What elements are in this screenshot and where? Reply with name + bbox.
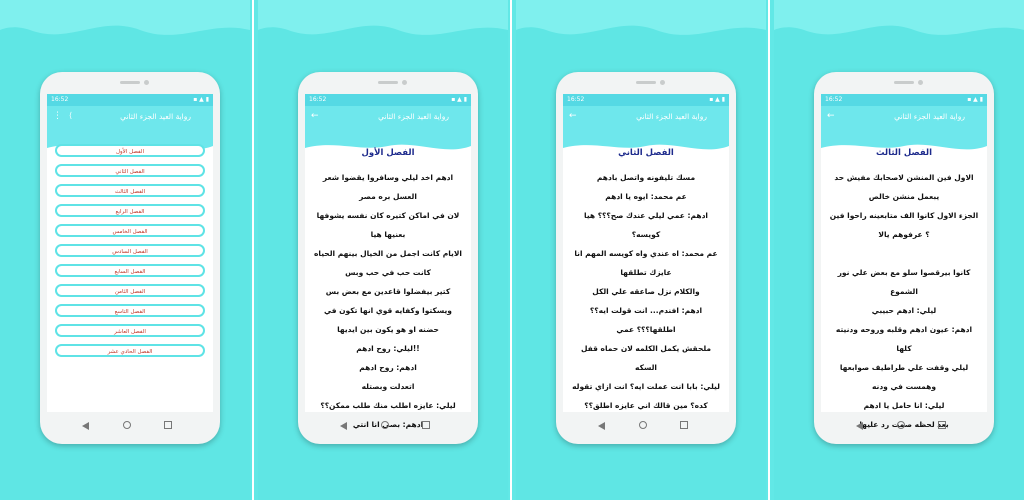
nav-recent-icon[interactable] bbox=[938, 421, 946, 429]
chapter-body: مسك تليفونه واتصل بادهم عم محمد: ايوه يا ادهم ادهم: عمي ليلي عندك صح؟؟؟ هيا كويسه؟ عم محمد: اه عندي واه كويسه المهم انا عايزك تطلقها والكلام نزل صاعقه علي الكل ادهم: افندم... انت قولت ايه؟؟ اطلقها؟؟؟ عمي ملحقش يكمل الكلمه لان حماه قفل السكه ليلي: بابا انت عملت ايه؟ انت ازاي تقوله كده؟ مين قالك اني عايزه اطلق؟؟ bbox=[572, 173, 720, 410]
chapter-button-5[interactable]: الفصل الخامس bbox=[55, 224, 205, 237]
app-bar bbox=[47, 106, 213, 140]
panel-divider bbox=[768, 0, 770, 500]
chapter-button-4[interactable]: الفصل الرابع bbox=[55, 204, 205, 217]
phone-notch bbox=[102, 78, 158, 86]
phone-frame bbox=[40, 72, 220, 444]
panel-divider bbox=[510, 0, 512, 500]
chapter-heading: الفصل الثاني bbox=[618, 148, 674, 158]
app-title: رواية العيد الجزء الثاني bbox=[636, 112, 707, 121]
chapter-content bbox=[563, 148, 729, 412]
phone-notch bbox=[876, 78, 932, 86]
promo-panel-1 bbox=[0, 0, 250, 500]
nav-home-icon[interactable] bbox=[897, 421, 905, 429]
chapter-button-1[interactable]: الفصل الأول bbox=[55, 144, 205, 157]
nav-back-icon[interactable] bbox=[598, 422, 605, 430]
phone-notch bbox=[618, 78, 674, 86]
status-bar bbox=[563, 94, 729, 106]
nav-recent-icon[interactable] bbox=[680, 421, 688, 429]
share-icon[interactable]: ⟨ bbox=[69, 111, 73, 120]
nav-back-icon[interactable] bbox=[82, 422, 89, 430]
back-arrow-icon[interactable]: ← bbox=[311, 111, 319, 121]
phone-screen bbox=[821, 94, 987, 429]
status-time: 16:52 bbox=[567, 96, 585, 103]
chapter-button-11[interactable]: الفصل الحادي عشر bbox=[55, 344, 205, 357]
status-bar bbox=[47, 94, 213, 106]
status-bar bbox=[821, 94, 987, 106]
chapter-content bbox=[821, 148, 987, 429]
nav-bar bbox=[40, 417, 220, 437]
app-bar bbox=[305, 106, 471, 140]
back-arrow-icon[interactable]: ← bbox=[569, 111, 577, 121]
chapter-button-10[interactable]: الفصل العاشر bbox=[55, 324, 205, 337]
status-icons: ▪ ▲ ▮ bbox=[193, 96, 209, 103]
chapter-list bbox=[47, 144, 213, 364]
phone-frame bbox=[556, 72, 736, 444]
nav-back-icon[interactable] bbox=[856, 422, 863, 430]
app-bar bbox=[821, 106, 987, 140]
nav-home-icon[interactable] bbox=[639, 421, 647, 429]
nav-recent-icon[interactable] bbox=[164, 421, 172, 429]
chapter-button-9[interactable]: الفصل التاسع bbox=[55, 304, 205, 317]
promo-panel-2 bbox=[258, 0, 508, 500]
status-icons: ▪ ▲ ▮ bbox=[451, 96, 467, 103]
phone-frame bbox=[814, 72, 994, 444]
app-title: رواية العيد الجزء الثاني bbox=[378, 112, 449, 121]
chapter-body: ادهم اخد ليلي وسافروا يقضوا شعر العسل بره مصر لان في اماكن كتيره كان نفسه يشوفها بعنيها هيا الايام كانت اجمل من الخيال بينهم الحياه كانت حب في حب وبس كتير بيفضلوا قاعدين مع بعض بس ويسكتوا وكفايه قوي انها تكون في حضنه او هو يكون بين ايديها !!ليلي: روح ادهم ادهم: روح ادهم اتعدلت وبصتله ليلي: عايزه اطلب منك طلب ممكن؟؟ ادهم: بصي انا انتي bbox=[313, 173, 463, 429]
nav-home-icon[interactable] bbox=[381, 421, 389, 429]
nav-bar bbox=[298, 417, 478, 437]
status-time: 16:52 bbox=[825, 96, 843, 103]
chapter-heading: الفصل الأول bbox=[361, 148, 415, 158]
nav-home-icon[interactable] bbox=[123, 421, 131, 429]
status-time: 16:52 bbox=[309, 96, 327, 103]
panel-divider bbox=[252, 0, 254, 500]
phone-screen bbox=[563, 94, 729, 412]
status-icons: ▪ ▲ ▮ bbox=[967, 96, 983, 103]
nav-recent-icon[interactable] bbox=[422, 421, 430, 429]
app-title: رواية العيد الجزء الثاني bbox=[120, 112, 191, 121]
nav-bar bbox=[814, 417, 994, 437]
app-bar bbox=[563, 106, 729, 140]
status-icons: ▪ ▲ ▮ bbox=[709, 96, 725, 103]
back-arrow-icon[interactable]: ← bbox=[827, 111, 835, 121]
chapter-button-2[interactable]: الفصل الثاني bbox=[55, 164, 205, 177]
status-bar bbox=[305, 94, 471, 106]
chapter-content bbox=[305, 148, 471, 429]
nav-back-icon[interactable] bbox=[340, 422, 347, 430]
chapter-button-8[interactable]: الفصل الثامن bbox=[55, 284, 205, 297]
chapter-button-3[interactable]: الفصل الثالث bbox=[55, 184, 205, 197]
promo-panel-4 bbox=[774, 0, 1024, 500]
nav-bar bbox=[556, 417, 736, 437]
chapter-heading: الفصل الثالث bbox=[875, 148, 933, 158]
chapter-button-6[interactable]: الفصل السادس bbox=[55, 244, 205, 257]
phone-screen bbox=[305, 94, 471, 429]
phone-screen bbox=[47, 94, 213, 412]
status-time: 16:52 bbox=[51, 96, 69, 103]
more-vert-icon[interactable]: ⋮ bbox=[53, 111, 62, 121]
phone-frame bbox=[298, 72, 478, 444]
chapter-body: الاول فين المنشن لاصحابك مفيش حد يبعمل منشن خالص الجزء الاول كانوا الف متابعينه راحوا فين ؟ عرفوهم يالا كانوا بيرقصوا سلو مع بعض علي نور الشموع ليلي: ادهم حبيبي ادهم: عيون ادهم وقلبه وروحه ودنيته كلها ليلي وقفت علي طراطيف صوابعها وهمست في ودنه ليلي: انا حامل يا ادهم بعد لحظه صمت رد عليها bbox=[829, 173, 979, 429]
chapter-button-7[interactable]: الفصل السابع bbox=[55, 264, 205, 277]
promo-panel-3 bbox=[516, 0, 766, 500]
phone-notch bbox=[360, 78, 416, 86]
app-title: رواية العيد الجزء الثاني bbox=[894, 112, 965, 121]
